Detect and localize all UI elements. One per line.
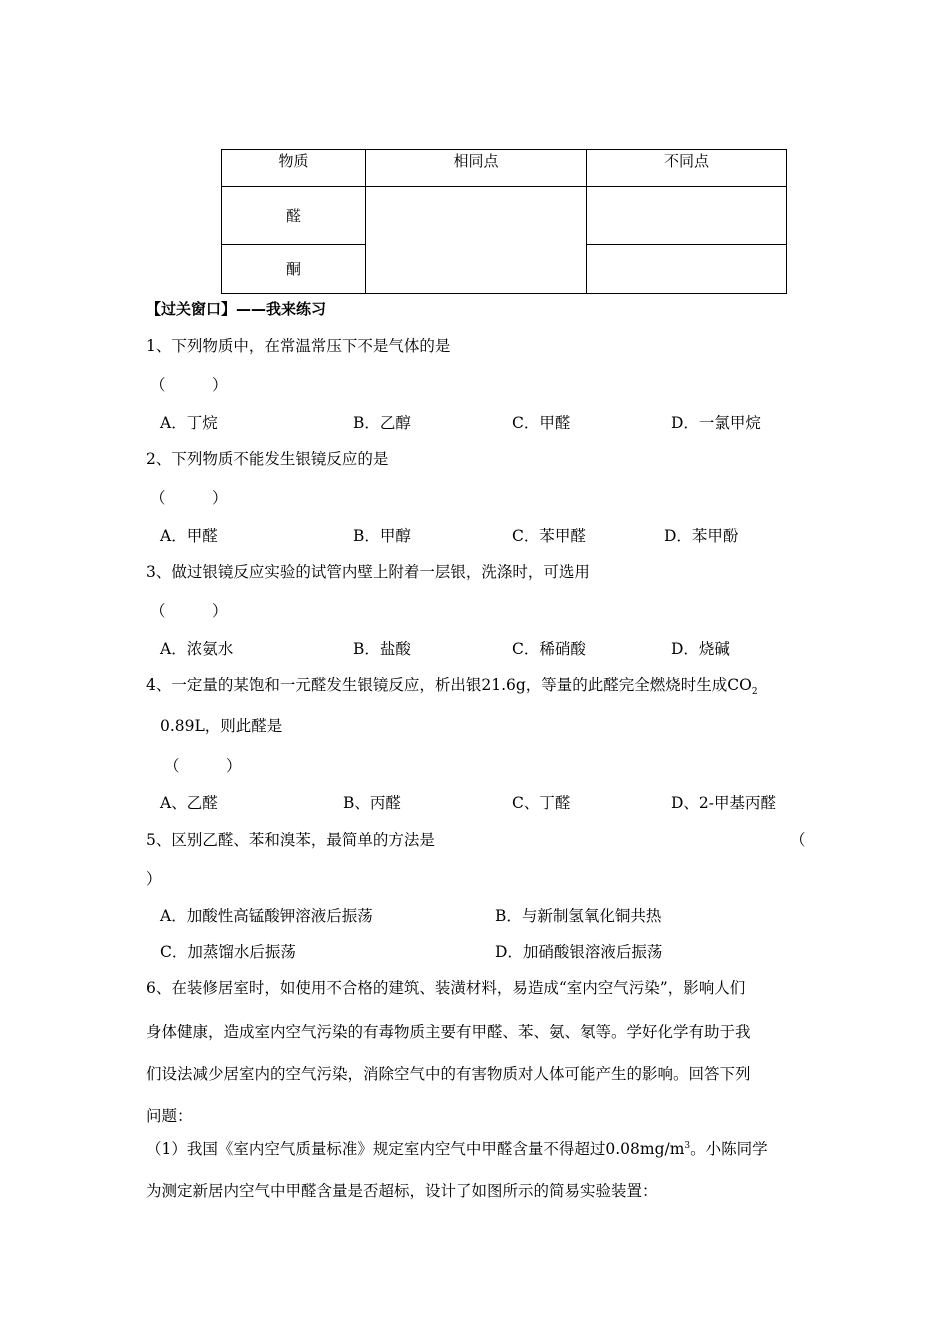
question-2-stem: 2、下列物质不能发生银镜反应的是 <box>146 450 389 468</box>
question-3-option-a: A．浓氨水 <box>160 640 234 658</box>
question-2-option-c: C．苯甲醛 <box>512 527 586 545</box>
question-4-option-d: D、2-甲基丙醛 <box>671 794 777 812</box>
table-row-ketone: 酮 <box>222 244 366 293</box>
question-6-sub1-tail: 。小陈同学 <box>690 1140 768 1158</box>
table-header-substance: 物质 <box>222 150 366 187</box>
question-5-option-b: B．与新制氢氧化铜共热 <box>495 907 662 925</box>
question-5-option-d: D．加硝酸银溶液后振荡 <box>495 943 663 961</box>
section-title: 【过关窗口】——我来练习 <box>146 300 327 318</box>
question-3-stem: 3、做过银镜反应实验的试管内壁上附着一层银，洗涤时，可选用 <box>146 563 590 581</box>
question-4-option-c: C、丁醛 <box>512 794 571 812</box>
question-5-stem: 5、区别乙醛、苯和溴苯，最简单的方法是 <box>146 831 435 849</box>
table-header-differences: 不同点 <box>587 150 787 187</box>
question-3-option-d: D．烧碱 <box>671 640 730 658</box>
question-6-line-2: 身体健康，造成室内空气污染的有毒物质主要有甲醛、苯、氨、氡等。学好化学有助于我 <box>146 1023 751 1041</box>
question-2-option-b: B．甲醇 <box>353 527 411 545</box>
table-cell-aldehyde-diff <box>587 187 787 244</box>
question-6-line-4: 问题： <box>146 1107 193 1125</box>
question-2-option-d: D．苯甲酚 <box>664 527 739 545</box>
question-6-sub1 <box>146 1137 768 1159</box>
question-4-option-a: A、乙醛 <box>160 794 218 812</box>
question-4-stem-text: 4、一定量的某饱和一元醛发生银镜反应，析出银21.6g，等量的此醛完全燃烧时生成CO <box>146 676 752 694</box>
question-1-option-d: D．一氯甲烷 <box>671 414 761 432</box>
question-6-line-3: 们设法减少居室内的空气污染，消除空气中的有害物质对人体可能产生的影响。回答下列 <box>146 1065 751 1083</box>
question-4-stem <box>146 673 758 697</box>
question-5-option-c: C．加蒸馏水后振荡 <box>160 943 296 961</box>
question-2-answer-blank: （ ） <box>150 489 228 507</box>
table-row-aldehyde: 醛 <box>222 187 366 244</box>
question-1-answer-blank: （ ） <box>150 376 228 394</box>
question-4-stem-line2: 0.89L，则此醛是 <box>160 717 283 735</box>
question-4-option-b: B、丙醛 <box>343 794 401 812</box>
question-4-answer-blank: （ ） <box>164 757 242 775</box>
question-5-option-a: A．加酸性高锰酸钾溶液后振荡 <box>160 907 373 925</box>
table-cell-ketone-diff <box>587 244 787 293</box>
question-1-option-b: B．乙醇 <box>353 414 411 432</box>
question-6-line-1: 6、在装修居室时，如使用不合格的建筑、装潢材料，易造成“室内空气污染”，影响人们 <box>146 979 746 997</box>
question-3-option-b: B．盐酸 <box>353 640 411 658</box>
comparison-table <box>221 149 787 294</box>
question-4-subscript: 2 <box>751 687 758 698</box>
question-1-stem: 1、下列物质中，在常温常压下不是气体的是 <box>146 337 451 355</box>
question-1-option-a: A．丁烷 <box>160 414 218 432</box>
table-header-similarities: 相同点 <box>366 150 587 187</box>
question-3-option-c: C．稀硝酸 <box>512 640 586 658</box>
question-6-sub1-text: （1）我国《室内空气质量标准》规定室内空气中甲醛含量不得超过0.08mg/m <box>146 1140 685 1158</box>
question-3-answer-blank: （ ） <box>150 602 228 620</box>
question-2-option-a: A．甲醛 <box>160 527 218 545</box>
question-5-paren-open: （ <box>790 831 806 849</box>
question-5-paren-close: ） <box>146 870 162 888</box>
table-cell-similarities <box>366 187 587 294</box>
question-6-sub1-superscript: 3 <box>684 1140 691 1151</box>
question-1-option-c: C．甲醛 <box>512 414 571 432</box>
question-6-sub1-line2: 为测定新居内空气中甲醛含量是否超标，设计了如图所示的简易实验装置： <box>146 1182 658 1200</box>
